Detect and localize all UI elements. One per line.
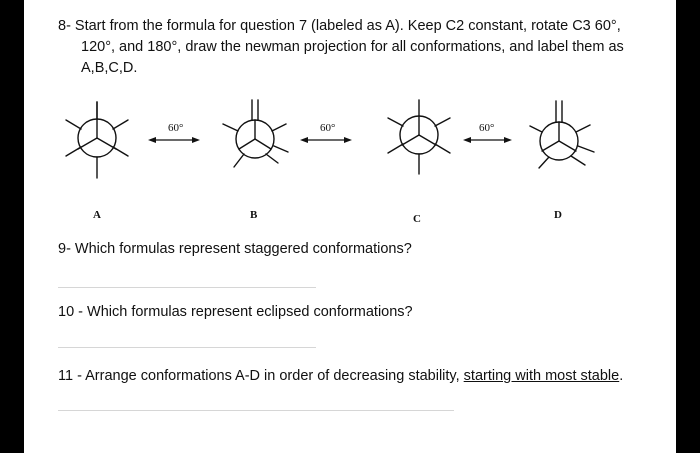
label-c: C xyxy=(413,213,421,225)
answer-line-11[interactable] xyxy=(58,410,454,411)
question-11-period: . xyxy=(619,368,624,384)
question-10: 10 - Which formulas represent eclipsed conformations? xyxy=(58,304,413,320)
newman-projection-b xyxy=(223,100,288,167)
question-8-line-1: 8- Start from the formula for question 7 (labeled as A). Keep C2 constant, rotate C3 60°, xyxy=(58,18,621,34)
arrow-angle-2: 60° xyxy=(320,122,336,134)
arrow-b-c xyxy=(300,137,352,143)
question-9: 9- Which formulas represent staggered conformations? xyxy=(58,241,412,257)
question-8-line-3: A,B,C,D. xyxy=(81,60,138,76)
answer-line-9[interactable] xyxy=(58,287,316,288)
label-b: B xyxy=(250,209,258,221)
question-11 xyxy=(58,366,623,387)
newman-projection-a xyxy=(66,102,128,178)
newman-projection-c xyxy=(388,100,450,174)
question-11-text: 11 - Arrange conformations A-D in order of decreasing stability, xyxy=(58,368,464,384)
newman-projection-d xyxy=(530,101,594,168)
label-d: D xyxy=(554,209,562,221)
arrow-angle-1: 60° xyxy=(168,122,184,134)
label-a: A xyxy=(93,209,101,221)
question-11-emphasis: starting with most stable xyxy=(463,368,620,384)
newman-projection-diagram xyxy=(24,0,676,230)
question-8-line-2: 120°, and 180°, draw the newman projection for all conformations, and label them as xyxy=(81,39,624,55)
arrow-c-d xyxy=(463,137,512,143)
arrow-a-b xyxy=(148,137,200,143)
arrow-angle-3: 60° xyxy=(479,122,495,134)
answer-line-10[interactable] xyxy=(58,347,316,348)
worksheet-page xyxy=(24,0,676,453)
